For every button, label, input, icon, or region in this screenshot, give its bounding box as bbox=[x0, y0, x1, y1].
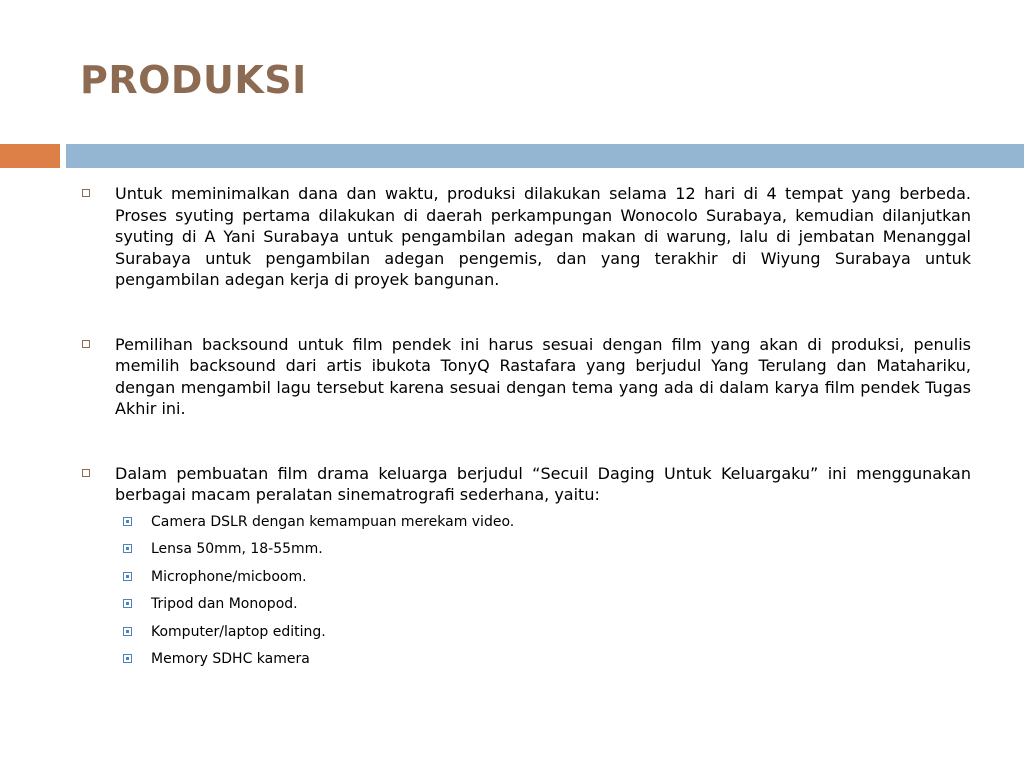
square-bullet-icon bbox=[123, 572, 132, 581]
list-item-text: Memory SDHC kamera bbox=[151, 651, 310, 668]
list-item-text: Komputer/laptop editing. bbox=[151, 623, 326, 640]
square-bullet-icon bbox=[123, 517, 132, 526]
square-bullet-icon bbox=[123, 599, 132, 608]
bullet-text: Pemilihan backsound untuk film pendek ini harus sesuai dengan film yang akan di produksi, penulis memilih backsound dari artis ibukota TonyQ Rastafara yang berjudul Yang Terulang dan Matahariku, dengan mengambil lagu tersebut karena sesuai dengan tema yang ada di dalam karya film pendek Tugas Akhir ini. bbox=[115, 334, 971, 418]
list-item bbox=[115, 622, 971, 642]
square-bullet-icon bbox=[82, 189, 90, 197]
list-item-text: Camera DSLR dengan kemampuan merekam video. bbox=[151, 513, 515, 530]
list-item bbox=[115, 567, 971, 587]
square-bullet-icon bbox=[82, 340, 90, 348]
square-bullet-icon bbox=[123, 654, 132, 663]
list-item-text: Tripod dan Monopod. bbox=[151, 596, 298, 613]
bullet-item-backsound bbox=[80, 334, 971, 420]
bullet-item-production-schedule bbox=[80, 183, 971, 291]
bullet-text: Untuk meminimalkan dana dan waktu, produksi dilakukan selama 12 hari di 4 tempat yang berbeda. Proses syuting pertama dilakukan di daerah perkampungan Wonocolo Surabaya, kemudian dilanjutkan syuting di A Yani Surabaya untuk pengambilan adegan makan di warung, lalu di jembatan Menanggal Surabaya untuk pengambilan adegan pengemis, dan yang terakhir di Wiyung Surabaya untuk pengambilan adegan kerja di proyek bangunan. bbox=[115, 184, 971, 289]
bullet-item-equipment bbox=[80, 463, 971, 670]
square-bullet-icon bbox=[82, 469, 90, 477]
title-accent-band bbox=[0, 144, 60, 168]
list-item bbox=[115, 649, 971, 669]
title-divider-band bbox=[66, 144, 1024, 168]
list-item-text: Lensa 50mm, 18-55mm. bbox=[151, 541, 323, 558]
slide-body bbox=[80, 183, 971, 677]
equipment-list bbox=[115, 512, 971, 670]
slide-title: PRODUKSI bbox=[80, 58, 307, 102]
bullet-text: Dalam pembuatan film drama keluarga berjudul “Secuil Daging Untuk Keluargaku” ini menggunakan berbagai macam peralatan sinematrografi sederhana, yaitu: bbox=[115, 463, 971, 504]
list-item-text: Microphone/micboom. bbox=[151, 568, 307, 585]
list-item bbox=[115, 539, 971, 559]
list-item bbox=[115, 512, 971, 532]
square-bullet-icon bbox=[123, 544, 132, 553]
square-bullet-icon bbox=[123, 627, 132, 636]
list-item bbox=[115, 594, 971, 614]
